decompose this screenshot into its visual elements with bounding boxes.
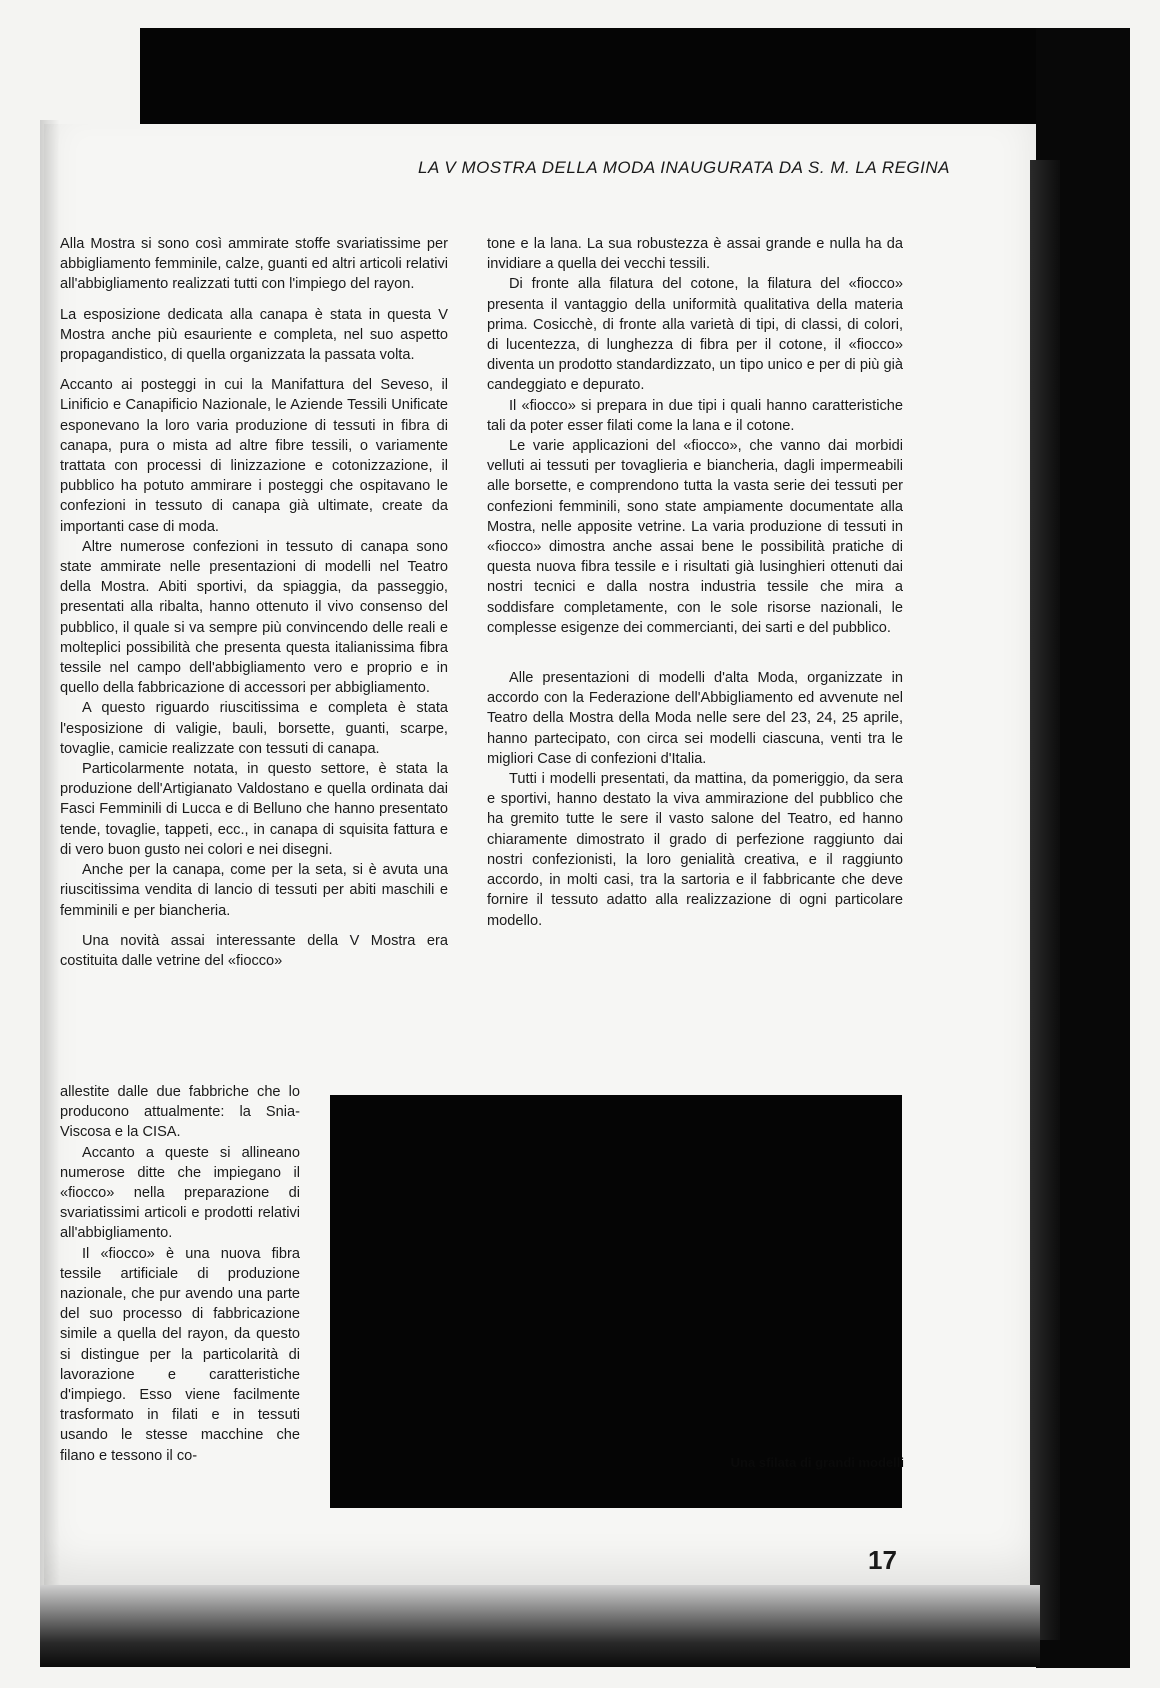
paragraph: La esposizione dedicata alla canapa è stata in questa V Mostra anche più esauriente e completa, nel suo aspetto propagandistico, di quella organizzata la passata volta. xyxy=(60,306,448,364)
paragraph: Di fronte alla filatura del cotone, la filatura del «fiocco» presenta il vantaggio della uniformità qualitativa della materia prima. Cosicchè, di fronte alla varietà di tipi, di classi, di colori, di lucentezza, di lunghezza di fibra per il cotone, il «fiocco» diventa un prodotto standardizzato, un tipo unico e per di più già candeggiato e depurato. xyxy=(487,276,903,394)
paragraph: allestite dalle due fabbriche che lo producono attualmente: la Snia-Viscosa e la CISA. xyxy=(60,1084,300,1141)
page-left-shade xyxy=(40,120,60,1590)
right-column xyxy=(487,234,903,931)
paragraph: Tutti i modelli presentati, da mattina, da pomeriggio, da sera e sportivi, hanno destato la viva ammirazione del pubblico che ha gremito tutte le sere il vasto salone del Teatro, ed hanno chiaramente dimostrato il grado di perfezione raggiunto dai nostri confezionisti, la loro genialità creativa, e il raggiunto accordo, in molti casi, tra la sartoria e il fabbricante che deve fornire il tessuto adatto alla realizzazione di ogni particolare modello. xyxy=(487,771,903,929)
fashion-photo xyxy=(330,1095,902,1508)
paragraph: Accanto a queste si allineano numerose ditte che impiegano il «fiocco» nella preparazione di svariatissimi articoli e prodotti relativi all'abbigliamento. xyxy=(60,1144,300,1242)
paragraph: Particolarmente notata, in questo settore, è stata la produzione dell'Artigianato Valdostano e quella ordinata dai Fasci Femminili di Lucca e di Belluno che hanno presentato tende, tovaglie, tappeti, ecc., in canapa di squisita fattura e di vero buon gusto nei colori e nei disegni. xyxy=(60,761,448,858)
paragraph: Accanto ai posteggi in cui la Manifattura del Seveso, il Linificio e Canapificio Nazionale, le Aziende Tessili Unificate esponevano la loro varia produzione di tessuti in fibra di canapa, pura o mista ad altre fibre tessili, o variamente trattata con processi di linizzazione e cotonizzazione, il pubblico ha potuto ammirare i posteggi che ospitavano le confezioni in tessuto di canapa già ultimate, create da importanti case di moda. xyxy=(60,377,448,535)
page-edge-shadow xyxy=(1030,160,1060,1640)
paragraph: Il «fiocco» si prepara in due tipi i quali hanno caratteristiche tali da poter esser filati come la lana e il cotone. xyxy=(487,397,903,434)
left-narrow-column xyxy=(60,1082,300,1466)
left-column xyxy=(60,234,448,971)
page-number: 17 xyxy=(868,1545,897,1575)
paragraph: Alla Mostra si sono così ammirate stoffe svariatissime per abbigliamento femminile, calze, guanti ed altri articoli relativi all'abbigliamento realizzati tutti con l'impiego del rayon. xyxy=(60,236,448,293)
running-header: LA V MOSTRA DELLA MODA INAUGURATA DA S. M. LA REGINA xyxy=(418,158,950,177)
paragraph: Anche per la canapa, come per la seta, si è avuta una riuscitissima vendita di lancio di tessuti per abiti maschili e femminili e per biancheria. xyxy=(60,862,448,919)
paragraph: tone e la lana. La sua robustezza è assai grande e nulla ha da invidiare a quella dei vecchi tessili. xyxy=(487,236,903,273)
scan-border-bottom xyxy=(40,1585,1040,1667)
paragraph: Una novità assai interessante della V Mostra era costituita dalle vetrine del «fiocco» xyxy=(60,932,448,969)
paragraph: Il «fiocco» è una nuova fibra tessile artificiale di produzione nazionale, che pur avendo una parte del suo processo di fabbricazione simile a quella del rayon, da questo si distingue per la particolarità di lavorazione e caratteristiche d'impiego. Esso viene facilmente trasformato in filati e in tessuti usando le stesse macchine che filano e tessono il co- xyxy=(60,1245,300,1464)
paragraph: A questo riguardo riuscitissima e completa è stata l'esposizione di valigie, bauli, borsette, guanti, scarpe, tovaglie, camicie realizzate con tessuti di canapa. xyxy=(60,700,448,757)
paragraph: Altre numerose confezioni in tessuto di canapa sono state ammirate nelle presentazioni di modelli nel Teatro della Mostra. Abiti sportivi, da spiaggia, da passeggio, presentati alla ribalta, hanno ottenuto il vivo consenso del pubblico, il quale si va sempre più convincendo delle reali e molteplici possibilità che presenta questa italianissima fibra tessile nel campo dell'abbigliamento vero e proprio e in quello della fabbricazione di accessori per abbigliamento. xyxy=(60,538,448,697)
paragraph: Le varie applicazioni del «fiocco», che vanno dai morbidi velluti ai tessuti per tovaglieria e biancheria, dagli impermeabili alle borsette, e comprendono tutta la vasta serie dei tessuti per confezioni femminili, sono state ampiamente documentate alla Mostra, nelle apposite vetrine. La varia produzione di tessuti in «fiocco» dimostra anche assai bene le possibilità pratiche di questa nuova fibra tessile e i risultati già lusinghieri ottenuti dai nostri tecnici e dalla nostra industria tessile che mira a soddisfare completamente, con le sole risorse nazionali, le complesse esigenze dei commercianti, dei sarti e del pubblico. xyxy=(487,438,903,636)
paragraph: Alle presentazioni di modelli d'alta Moda, organizzate in accordo con la Federazione dell'Abbigliamento ed avvenute nel Teatro della Mostra della Moda nelle sere del 23, 24, 25 aprile, hanno partecipato, con circa sei modelli ciascuna, venti tra le migliori Case di confezioni d'Italia. xyxy=(487,670,903,767)
photo-caption: Una sfilata di grandi modelli xyxy=(730,1455,904,1470)
